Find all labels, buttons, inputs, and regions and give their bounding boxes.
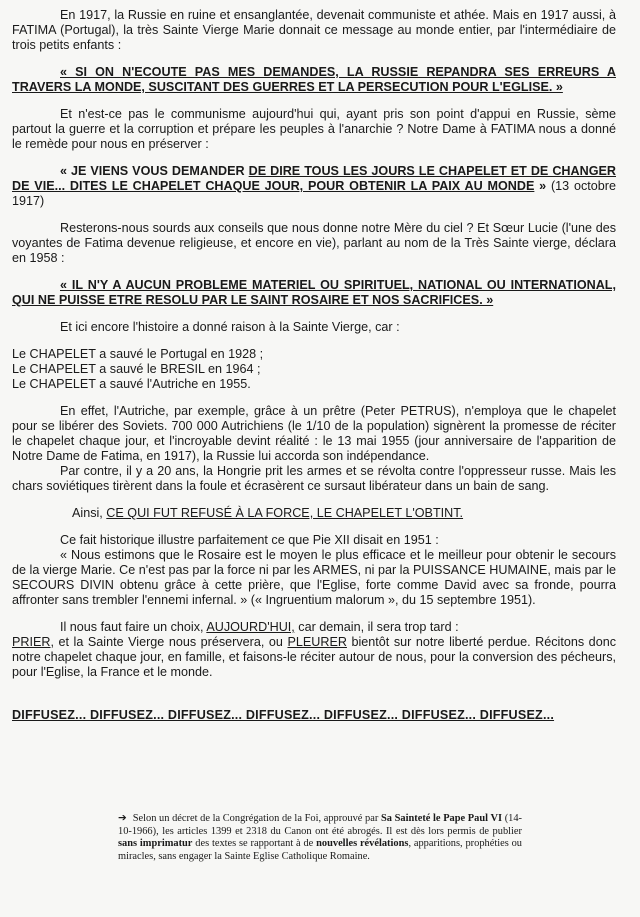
today-word: AUJOURD'HUI, [206,620,295,634]
paragraph-choice: Il nous faut faire un choix, AUJOURD'HUI, car demain, il sera trop tard : [60,620,459,634]
quote-no-problem: « IL N'Y A AUCUN PROBLEME MATERIEL OU SPIRITUEL, NATIONAL OU INTERNATIONAL, QUI NE PUISSE ETRE RESOLU PAR LE SAINT ROSAIRE ET NOS SACRIFICES. » [12,278,616,307]
paragraph-pray: PRIER, et la Sainte Vierge nous préservera, ou PLEURER bientôt sur notre liberté perdue. Récitons donc notre chapelet chaque jour, en famille, et faisons-le réciter autour de nous, pour la conversion des pécheurs, pour l'Eglise, la France et le monde. [12,635,616,679]
paragraph-pius-xii: Ce fait historique illustre parfaitement ce que Pie XII disait en 1951 : [60,533,439,547]
rosary-saved-list [12,347,616,392]
paragraph-hungary: Par contre, il y a 20 ans, la Hongrie prit les armes et se révolta contre l'oppresseur russe. Mais les chars soviétiques tirèrent dans la foule et écrasèrent ce sursaut libérateur dans un bain de sang. [12,464,616,493]
quote-intro: « JE VIENS VOUS DEMANDER [60,164,249,178]
list-item: Le CHAPELET a sauvé le BRESIL en 1964 ; [12,362,261,376]
weep-word: PLEURER [287,635,347,649]
list-item: Le CHAPELET a sauvé le Portugal en 1928 ; [12,347,264,361]
quote-russia-errors: « SI ON N'ECOUTE PAS MES DEMANDES, LA RUSSIE REPANDRA SES ERREURS A TRAVERS LA MONDE, SUSCITANT DES GUERRES ET LA PERSECUTION POUR L'EGLISE. » [12,65,616,94]
quote-rosary-request [12,164,616,209]
paragraph-history: Et ici encore l'histoire a donné raison à la Sainte Vierge, car : [60,320,400,334]
paragraph-rosary-quote: « Nous estimons que le Rosaire est le moyen le plus efficace et le meilleur pour obtenir le secours de la vierge Marie. Ce n'est pas par la force ni par les ARMES, ni par la PUISSANCE HUMAINE, mais par le SECOURS DIVIN obtenu grâce à cette prière, que l'Eglise, forte comme David avec sa fronde, pourra affronter sans trembler l'ennemi infernal. » (« Ingruentium malorum », du 15 septembre 1951). [12,548,616,607]
paragraph-conclusion: Ainsi, CE QUI FUT REFUSÉ À LA FORCE, LE CHAPELET L'OBTINT. [72,506,464,520]
conclusion-main: CE QUI FUT REFUSÉ À LA FORCE, LE CHAPELET L'OBTINT. [106,506,464,520]
paragraph-austria: En effet, l'Autriche, par exemple, grâce à un prêtre (Peter PETRUS), n'employa que le chapelet pour se libérer des Soviets. 700 000 Autrichiens (le 1/10 de la population) signèrent la promesse de réciter le chapelet chaque jour, et l'incroyable devint réalité : le 13 mai 1955 (jour anniversaire de l'apparition de Notre Dame de Fatima, en 1917), la Russie lui accorda son indépendance. [12,404,616,463]
paragraph-lucie: Resterons-nous sourds aux conseils que nous donne notre Mère du ciel ? Et Sœur Lucie (l'une des voyantes de Fatima devenue religieuse, et encore en vie), parlant au nom de la Très Sainte vierge, déclara en 1958 : [12,221,616,265]
quote-main: DE DIRE TOUS LES JOURS LE CHAPELET ET DE CHANGER DE VIE... DITES LE CHAPELET CHAQUE JOUR, POUR OBTENIR LA PAIX AU MONDE [12,164,616,193]
diffusez-banner: DIFFUSEZ... DIFFUSEZ... DIFFUSEZ... DIFFUSEZ... DIFFUSEZ... DIFFUSEZ... DIFFUSEZ... [12,708,555,722]
quote-close: » [534,179,551,193]
paragraph-communism: Et n'est-ce pas le communisme aujourd'hui qui, ayant pris son point d'appui en Russie, sème partout la guerre et la corruption et prépare les peuples à l'anarchie ? Notre Dame à FATIMA nous a donné le remède pour nous en préserver : [12,107,616,151]
arrow-icon: ➔ [118,812,127,824]
document-body [12,8,616,723]
pray-word: PRIER [12,635,51,649]
paragraph-1917: En 1917, la Russie en ruine et ensanglantée, devenait communiste et athée. Mais en 1917 aussi, à FATIMA (Portugal), la très Sainte Vierge Marie donnait ce message au monde entier, par l'intermédiaire de trois petits enfants : [12,8,616,52]
quote-date: (13 octobre 1917) [12,179,616,208]
canon-law-note: ➔ Selon un décret de la Congrégation de la Foi, approuvé par Sa Sainteté le Pape Paul VI (14-10-1966), les articles 1399 et 2318 du Canon ont été abrogés. Il est dès lors permis de publier sans imprimatur des textes se rapportant à de nouvelles révélations, apparitions, prophéties ou miracles, sans engager la Sainte Eglise Catholique Romaine. [118,812,523,862]
list-item: Le CHAPELET a sauvé l'Autriche en 1955. [12,377,251,391]
